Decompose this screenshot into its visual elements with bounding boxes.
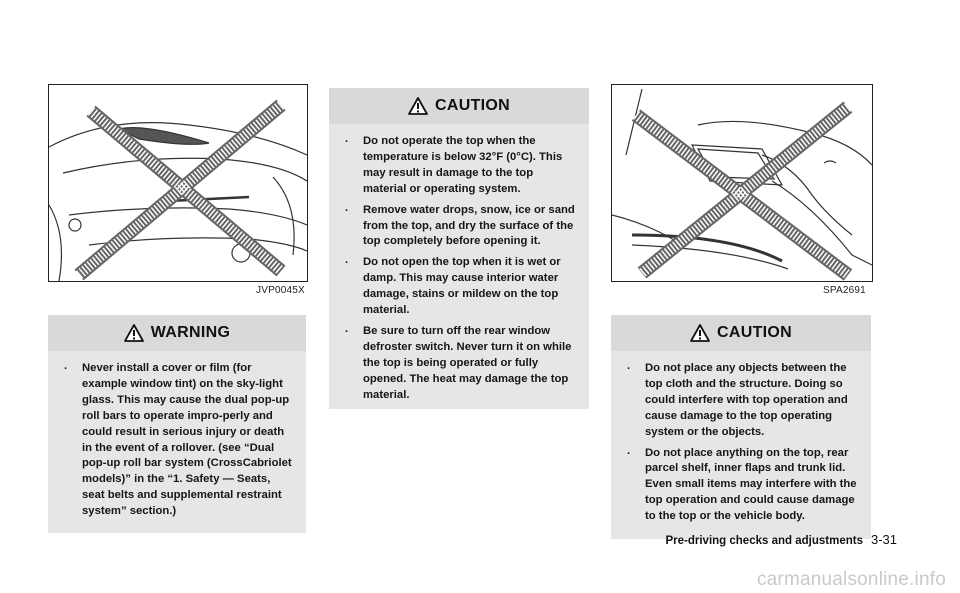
warning-triangle-icon bbox=[690, 324, 710, 342]
footer-section: Pre-driving checks and adjustments bbox=[665, 535, 863, 547]
caution-item: . Do not operate the top when the temperature is below 32°F (0°C). This may result in damage to the top material or operating system. bbox=[343, 134, 577, 198]
warning-body bbox=[48, 351, 306, 533]
figure-code: JVP0045X bbox=[256, 285, 305, 296]
caution-body bbox=[611, 351, 871, 539]
warning-item: . Never install a cover or film (for example window tint) on the sky-light glass. This may cause the dual pop-up roll bars to operate impro-perly and could result in serious injury or death in the event of a rollover. (see “Dual pop-up roll bar system (CrossCabriolet models)” in the “1. Safety — Seats, seat belts and supplemental restraint system” section.) bbox=[62, 361, 294, 520]
caution-header bbox=[611, 315, 871, 351]
warning-triangle-icon bbox=[408, 97, 428, 115]
page-footer bbox=[665, 532, 897, 547]
caution-box-middle bbox=[329, 88, 589, 409]
crossed-out-car-rear-illustration bbox=[49, 85, 307, 281]
warning-box bbox=[48, 315, 306, 531]
warning-header bbox=[48, 315, 306, 351]
caution-item: . Be sure to turn off the rear window defroster switch. Never turn it on while the top is being operated or fully opened. The heat may damage the top material. bbox=[343, 324, 577, 404]
caution-body bbox=[329, 124, 589, 409]
figure-car-rear bbox=[48, 84, 308, 282]
caution-item: . Remove water drops, snow, ice or sand from the top, and dry the surface of the top completely before opening it. bbox=[343, 203, 577, 251]
figure-interior bbox=[611, 84, 873, 282]
warning-triangle-icon bbox=[124, 324, 144, 342]
crossed-out-interior-mirror-illustration bbox=[612, 85, 872, 281]
caution-header bbox=[329, 88, 589, 124]
caution-item: . Do not open the top when it is wet or damp. This may cause interior water damage, stains or mildew on the top material. bbox=[343, 255, 577, 319]
caution-item: . Do not place anything on the top, rear parcel shelf, inner flaps and trunk lid. Even small items may interfere with the top operation and could cause damage to the top or the vehicle body. bbox=[625, 446, 859, 526]
figure-code: SPA2691 bbox=[823, 285, 866, 296]
caution-title: CAUTION bbox=[717, 324, 792, 341]
watermark-text: carmanualsonline.info bbox=[756, 569, 946, 590]
caution-title: CAUTION bbox=[435, 97, 510, 114]
warning-title: WARNING bbox=[150, 324, 231, 341]
page-number: 3-31 bbox=[870, 532, 897, 547]
caution-box-right bbox=[611, 315, 871, 539]
caution-item: . Do not place any objects between the top cloth and the structure. Doing so could interfere with top operation and cause damage to the top operating system or the objects. bbox=[625, 361, 859, 441]
